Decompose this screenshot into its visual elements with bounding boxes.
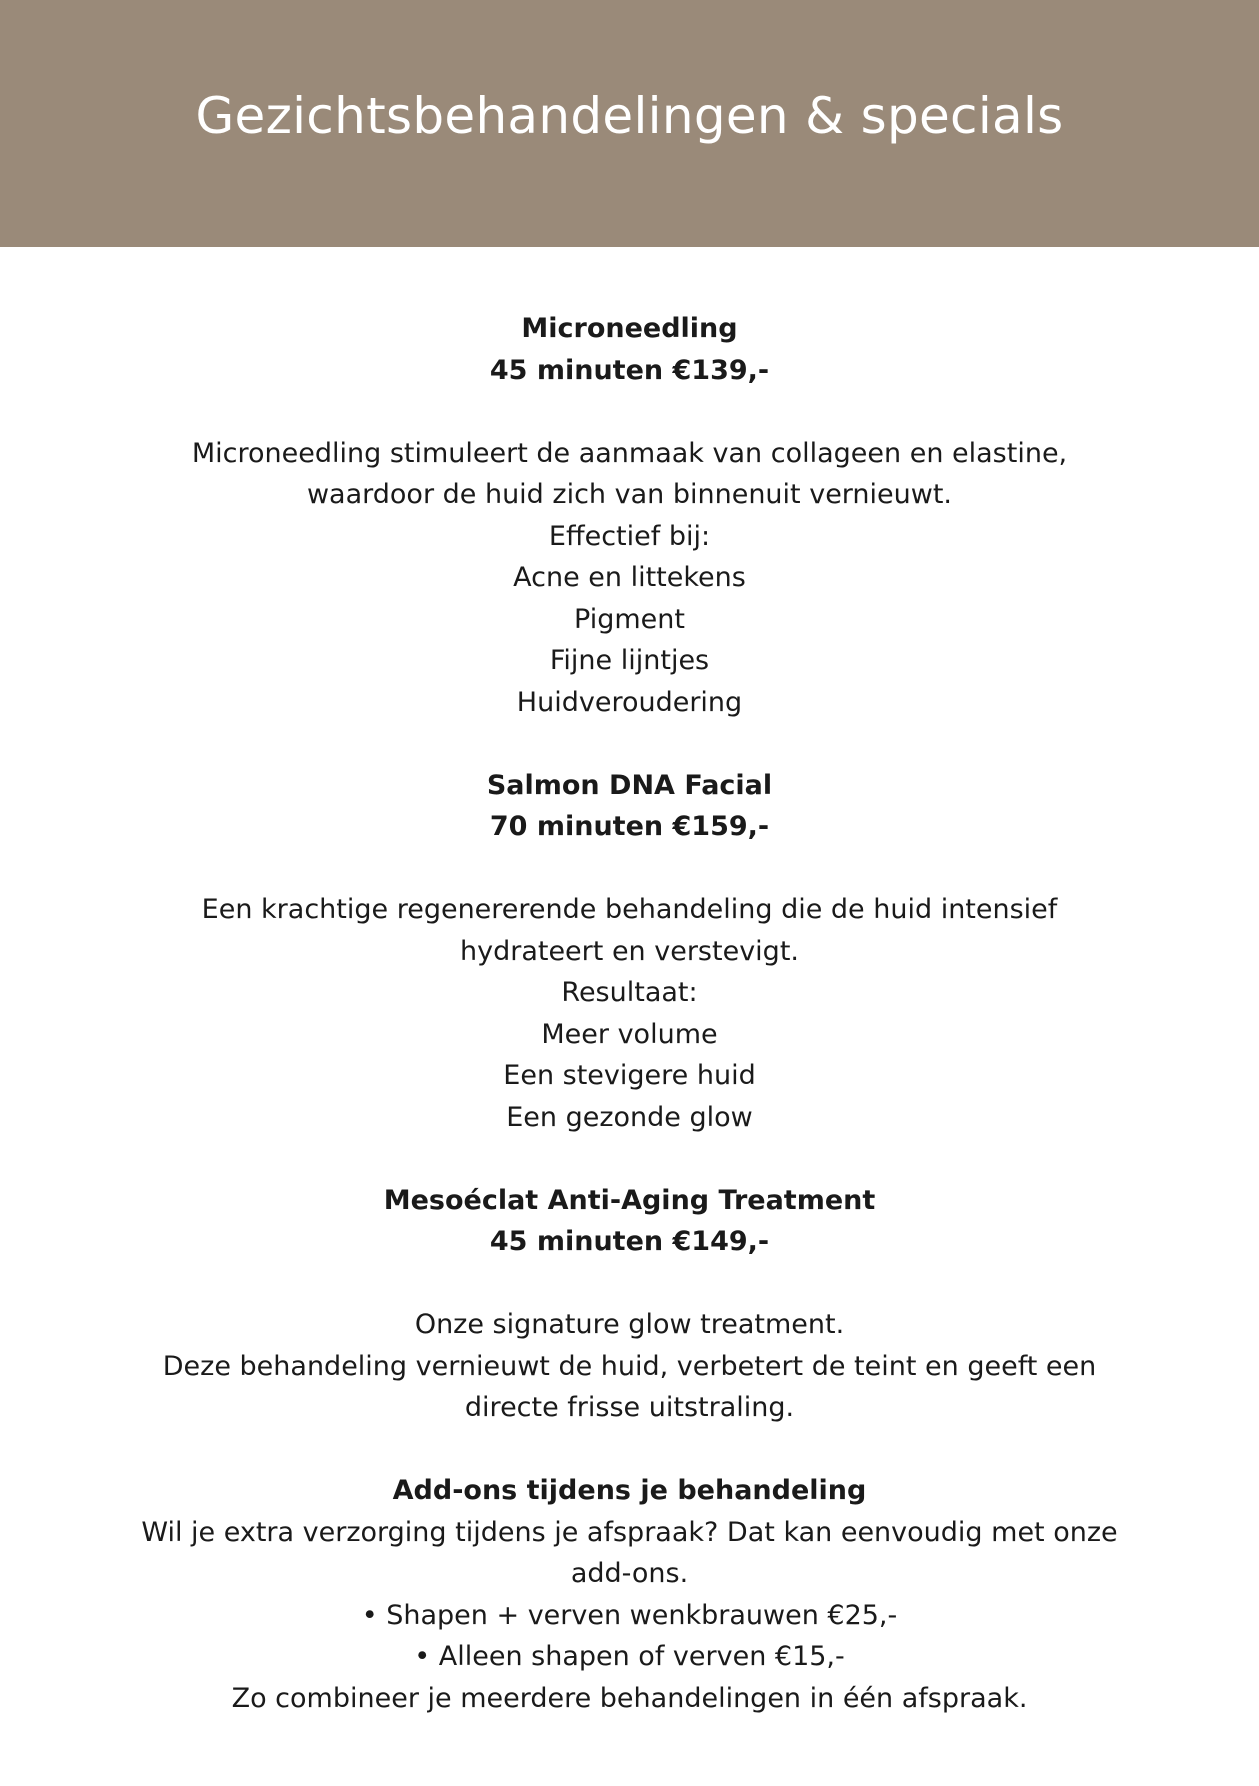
header-band [0, 0, 1259, 247]
addon-item: • Alleen shapen of verven €15,- [414, 1641, 845, 1672]
description-line: hydrateert en verstevigt. [459, 935, 799, 967]
treatments-content [0, 308, 1259, 1719]
result-heading: Resultaat: [561, 977, 698, 1008]
spacer [0, 391, 1259, 433]
treatment-mesoeclat [0, 1180, 1259, 1429]
description-line: directe frisse uitstraling. [464, 1392, 795, 1423]
treatment-duration-price: 70 minuten €159,- [489, 811, 770, 842]
spacer [0, 848, 1259, 890]
addons-intro-line: add-ons. [570, 1558, 689, 1589]
section-spacer [0, 1138, 1259, 1180]
treatment-title: Mesoéclat Anti-Aging Treatment [383, 1184, 876, 1216]
result-item: Meer volume [541, 1018, 718, 1050]
result-item: Een stevigere huid [503, 1060, 756, 1091]
section-spacer [0, 723, 1259, 765]
effect-item: Huidveroudering [516, 686, 743, 718]
effect-item: Acne en littekens [513, 562, 746, 593]
addons-closing-line: Zo combineer je meerdere behandelingen in één afspraak. [231, 1682, 1028, 1714]
description-line: waardoor de huid zich van binnenuit vernieuwt. [306, 479, 953, 510]
result-item: Een gezonde glow [506, 1101, 753, 1133]
description-line: Microneedling stimuleert de aanmaak van collageen en elastine, [191, 437, 1068, 469]
section-spacer [0, 1429, 1259, 1471]
treatment-microneedling [0, 308, 1259, 723]
effect-item: Fijne lijntjes [549, 645, 710, 676]
effect-heading: Effectief bij: [548, 520, 711, 552]
spacer [0, 1263, 1259, 1305]
addon-item: • Shapen + verven wenkbrauwen €25,- [361, 1599, 898, 1631]
treatment-salmon-dna-facial [0, 765, 1259, 1139]
treatment-duration-price: 45 minuten €149,- [489, 1226, 770, 1257]
page-title: Gezichtsbehandelingen & specials [195, 87, 1064, 145]
treatment-duration-price: 45 minuten €139,- [489, 354, 770, 386]
addons-section [0, 1470, 1259, 1719]
treatment-title: Salmon DNA Facial [486, 769, 773, 801]
description-line: Deze behandeling vernieuwt de huid, verbetert de teint en geeft een [162, 1350, 1097, 1382]
description-line: Een krachtige regenererende behandeling die de huid intensief [201, 894, 1058, 925]
treatment-title: Microneedling [521, 313, 738, 344]
addons-title: Add-ons tijdens je behandeling [392, 1475, 867, 1506]
addons-intro-line: Wil je extra verzorging tijdens je afspraak? Dat kan eenvoudig met onze [141, 1516, 1118, 1548]
description-line: Onze signature glow treatment. [414, 1309, 845, 1340]
effect-item: Pigment [574, 603, 685, 635]
